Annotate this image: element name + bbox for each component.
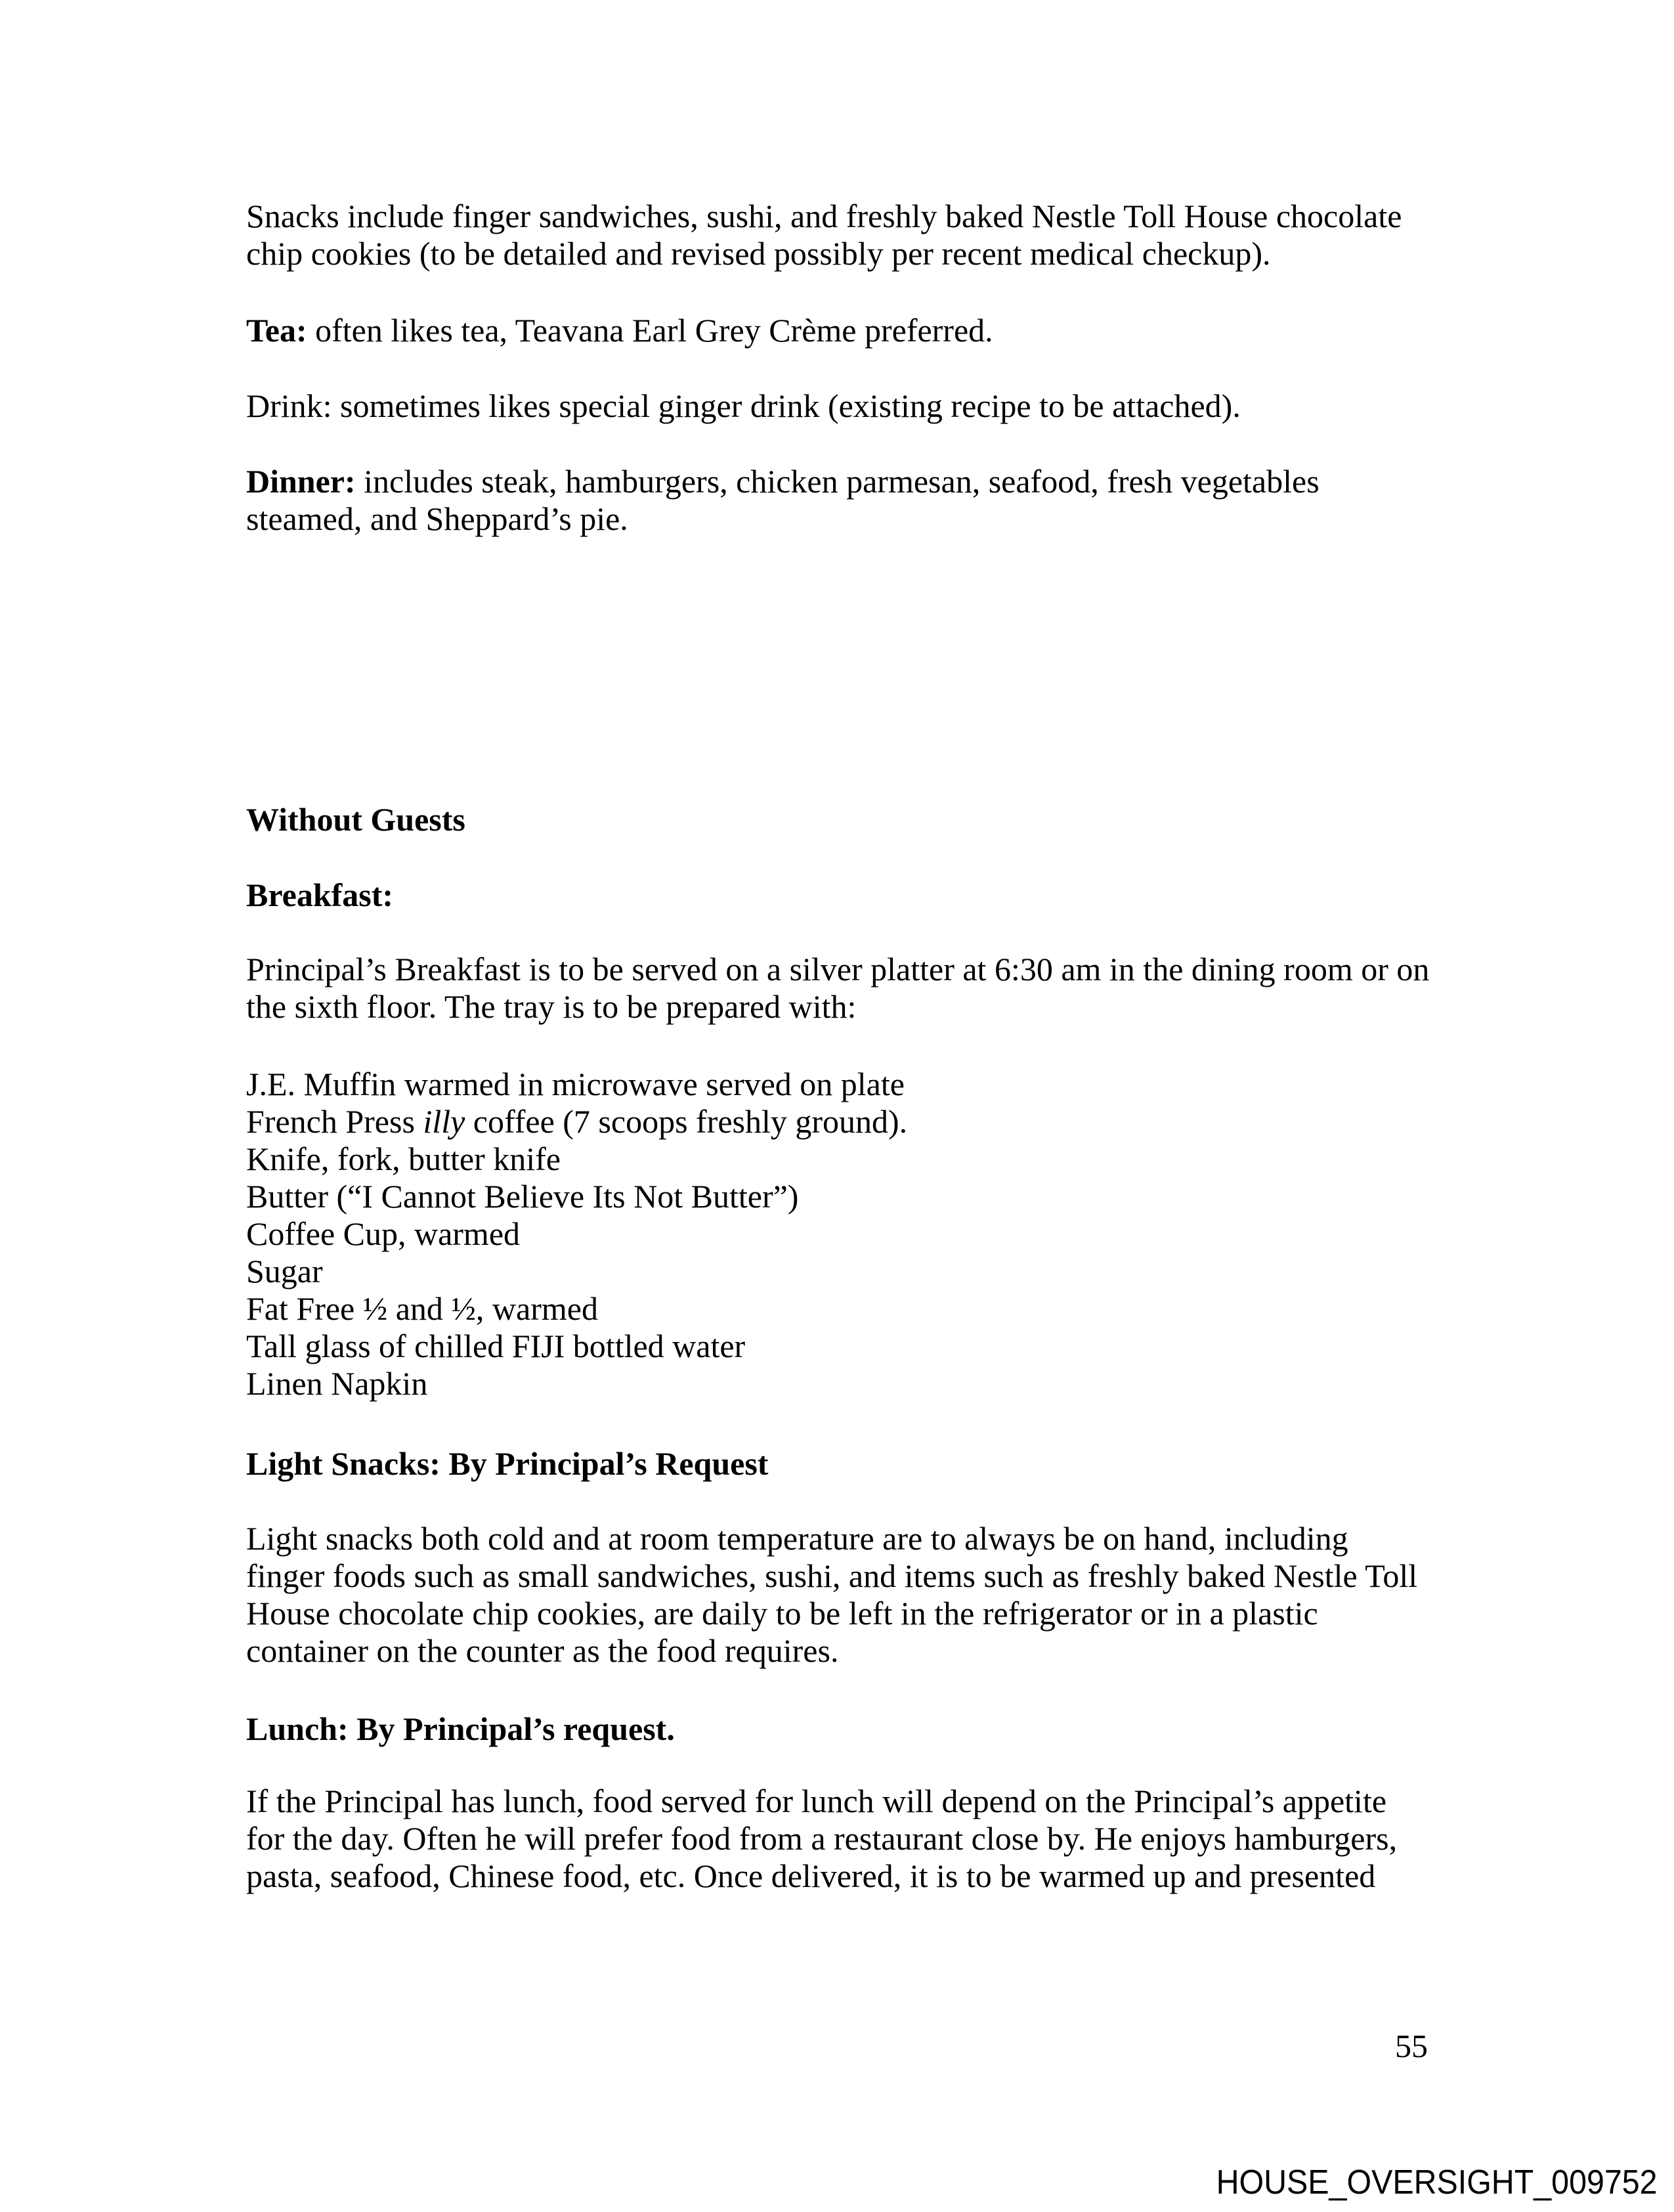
heading-breakfast: Breakfast: [246, 877, 394, 913]
tray-item-coffee-pre: French Press [246, 1103, 423, 1140]
dinner-label: Dinner: [246, 463, 356, 500]
tray-item-coffee-post: coffee (7 scoops freshly ground). [465, 1103, 908, 1140]
bates-stamp: HOUSE_OVERSIGHT_009752 [1216, 2163, 1658, 2201]
paragraph-breakfast-instructions: Principal’s Breakfast is to be served on a silver platter at 6:30 am in the dining room or on the sixth floor. The tray is to be prepared with: [246, 951, 1430, 1025]
tray-item-cutlery: Knife, fork, butter knife [246, 1140, 561, 1177]
tray-item-linen-napkin: Linen Napkin [246, 1365, 428, 1402]
paragraph-snacks: Snacks include finger sandwiches, sushi, and freshly baked Nestle Toll House chocolate chip cookies (to be detailed and revised possibly per recent medical checkup). [246, 198, 1402, 272]
tray-item-coffee-brand: illy [423, 1103, 465, 1140]
tray-item-fiji-water: Tall glass of chilled FIJI bottled water [246, 1328, 746, 1364]
heading-without-guests: Without Guests [246, 801, 465, 838]
paragraph-light-snacks: Light snacks both cold and at room temperature are to always be on hand, including finger foods such as small sandwiches, sushi, and items such as freshly baked Nestle Toll House chocolate chip cookies, are daily to be left in the refrigerator or in a plastic container on the counter as the food requires. [246, 1520, 1418, 1669]
tray-item-muffin: J.E. Muffin warmed in microwave served on plate [246, 1066, 905, 1102]
paragraph-drink: Drink: sometimes likes special ginger drink (existing recipe to be attached). [246, 387, 1241, 424]
heading-light-snacks: Light Snacks: By Principal’s Request [246, 1445, 769, 1482]
tray-item-butter: Butter (“I Cannot Believe Its Not Butter”) [246, 1178, 799, 1215]
paragraph-dinner [246, 463, 1431, 538]
tray-item-coffee-cup: Coffee Cup, warmed [246, 1215, 521, 1252]
tray-item-half-and-half: Fat Free ½ and ½, warmed [246, 1290, 598, 1327]
tea-label: Tea: [246, 312, 307, 349]
tray-item-coffee [246, 1103, 1431, 1140]
tea-text: often likes tea, Teavana Earl Grey Crème preferred. [307, 312, 993, 349]
paragraph-tea [246, 312, 1431, 349]
heading-lunch: Lunch: By Principal’s request. [246, 1710, 675, 1747]
dinner-text: includes steak, hamburgers, chicken parmesan, seafood, fresh vegetables steamed, and Sheppard’s pie. [246, 463, 1320, 537]
breakfast-tray-list [246, 1066, 1431, 1402]
page-number: 55 [1395, 2028, 1428, 2064]
tray-item-sugar: Sugar [246, 1253, 323, 1290]
paragraph-lunch: If the Principal has lunch, food served for lunch will depend on the Principal’s appetite for the day. Often he will prefer food from a restaurant close by. He enjoys hamburgers, pasta, seafood, Chinese food, etc. Once delivered, it is to be warmed up and presented [246, 1783, 1398, 1894]
